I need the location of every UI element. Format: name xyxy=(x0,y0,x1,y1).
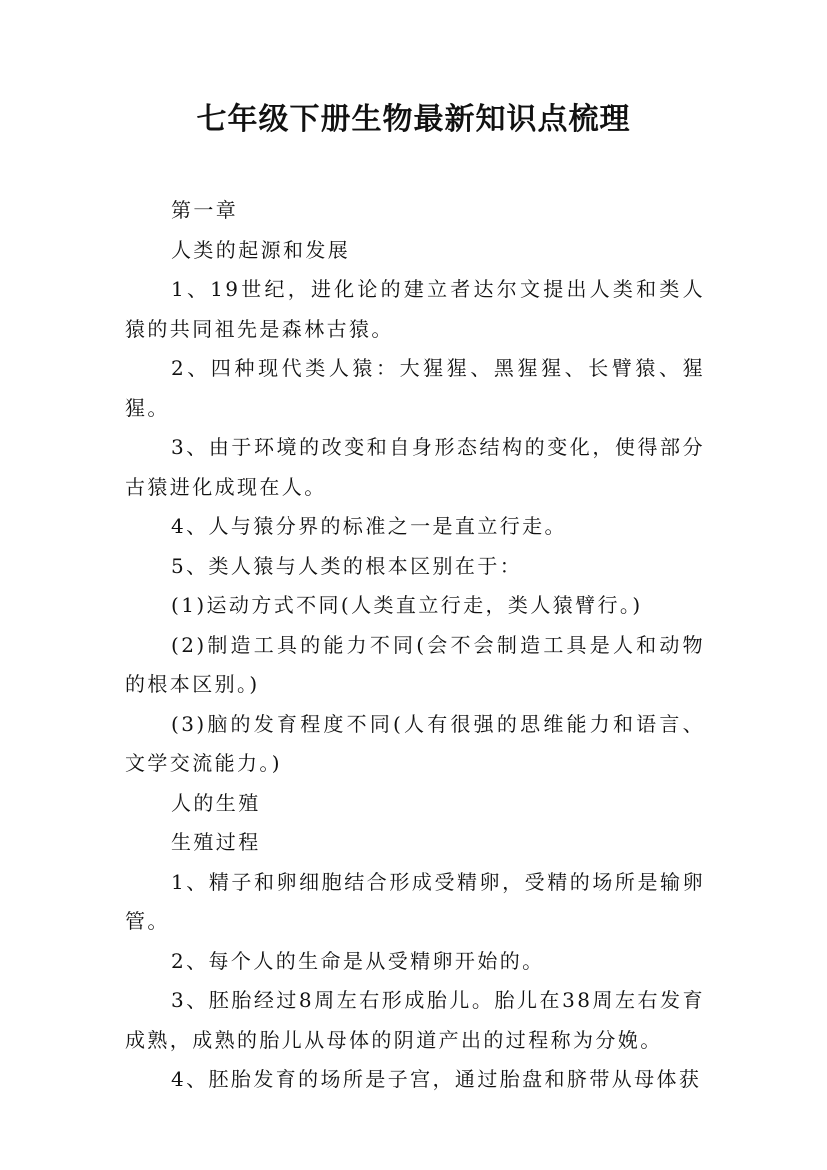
paragraph: 4、人与猿分界的标准之一是直立行走。 xyxy=(171,514,567,538)
section-heading: 人的生殖 xyxy=(171,790,261,815)
paragraph: 2、每个人的生命是从受精卵开始的。 xyxy=(171,948,545,973)
paragraph: 3、胚胎经过8周左右形成胎儿。胎儿在38周左右发育成熟，成熟的胎儿从母体的阴道产出的过程称为分娩。 xyxy=(125,988,705,1052)
paragraph: 1、19世纪，进化论的建立者达尔文提出人类和类人猿的共同祖先是森林古猿。 xyxy=(125,277,705,341)
paragraph: 1、精子和卵细胞结合形成受精卵，受精的场所是输卵管。 xyxy=(125,869,705,933)
document-title: 七年级下册生物最新知识点梳理 xyxy=(196,102,631,137)
paragraph: 2、四种现代类人猿：大猩猩、黑猩猩、长臂猿、猩猩。 xyxy=(125,356,705,420)
chapter-heading: 第一章 xyxy=(171,198,239,222)
paragraph: 4、胚胎发育的场所是子宫，通过胎盘和脐带从母体获 xyxy=(171,1067,702,1091)
paragraph: 3、由于环境的改变和自身形态结构的变化，使得部分古猿进化成现在人。 xyxy=(125,435,705,499)
paragraph: 5、类人猿与人类的根本区别在于： xyxy=(171,553,523,578)
document-body xyxy=(125,191,705,1100)
subsection-heading: 生殖过程 xyxy=(171,830,261,854)
list-item: (3)脑的发育程度不同(人有很强的思维能力和语言、文学交流能力。) xyxy=(125,711,705,775)
list-item: (2)制造工具的能力不同(会不会制造工具是人和动物的根本区别。) xyxy=(125,632,705,696)
section-heading: 人类的起源和发展 xyxy=(171,237,351,262)
list-item: (1)运动方式不同(人类直立行走，类人猿臂行。) xyxy=(171,593,643,617)
